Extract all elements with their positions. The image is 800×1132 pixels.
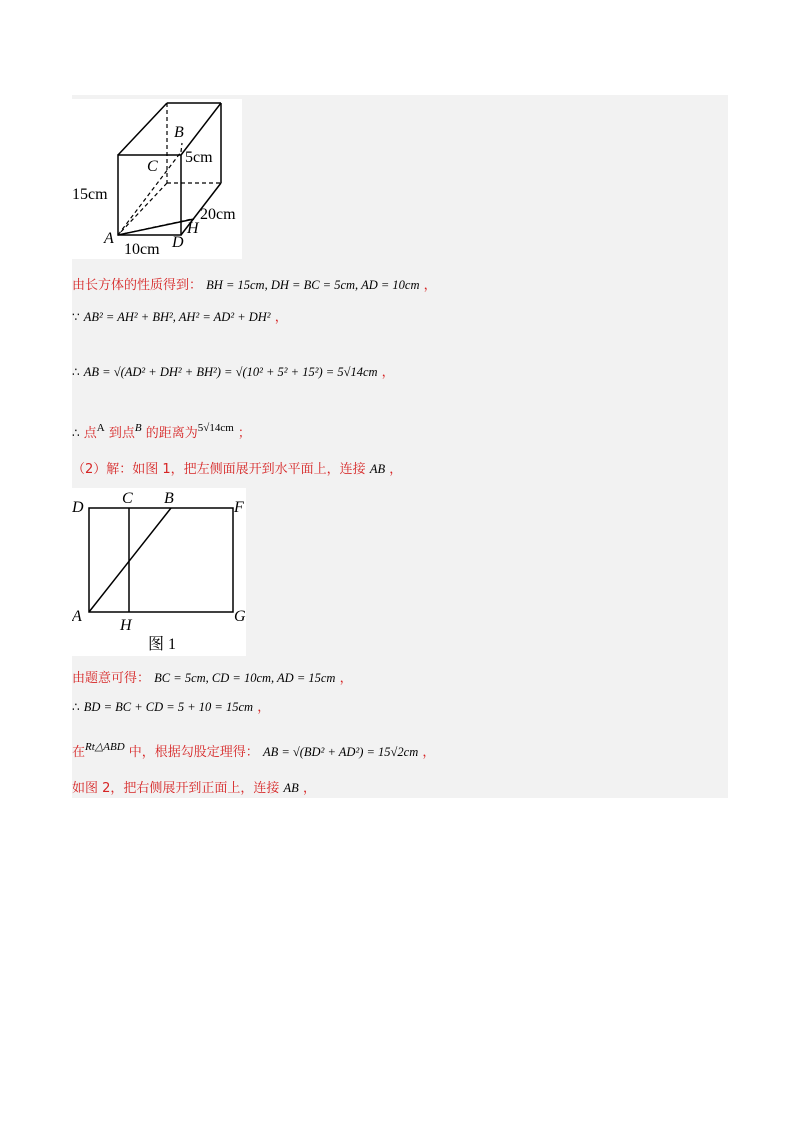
- text-pythagoras: 中，根据勾股定理得：: [128, 745, 259, 760]
- text-in: 在: [72, 745, 86, 760]
- text-part2: （2）解：如图 1，把左侧面展开到水平面上，连接: [72, 462, 366, 477]
- text-point: 点: [83, 426, 97, 441]
- text-prefix: 由题意可得：: [72, 671, 151, 686]
- line-bd: [72, 695, 270, 719]
- formula-ab: AB: [283, 781, 299, 795]
- line-therefore-ab: [72, 360, 395, 384]
- label-width-dim: 10cm: [124, 241, 160, 258]
- text-prefix: 由长方体的性质得到：: [72, 278, 203, 293]
- text-suffix: ，: [302, 781, 316, 796]
- cuboid-diagram: [72, 99, 242, 259]
- formula-ab-result: AB = √(BD² + AD²) = 15√2cm: [262, 745, 419, 759]
- label-H: H: [187, 220, 199, 237]
- label-D: D: [72, 499, 84, 516]
- text-suffix: ，: [381, 365, 395, 380]
- line-distance: [72, 416, 251, 440]
- formula-bd: BD = BC + CD = 5 + 10 = 15cm: [83, 700, 254, 714]
- formula-bh-dh-ad: BH = 15cm, DH = BC = 5cm, AD = 10cm: [206, 278, 420, 292]
- label-height-dim: 15cm: [72, 186, 108, 203]
- label-A: A: [104, 230, 114, 247]
- triangle-name: Rt△ABD: [85, 741, 125, 753]
- text-suffix: ，: [274, 310, 288, 325]
- formula-pythagoras: AB² = AH² + BH², AH² = AD² + DH²: [83, 310, 271, 324]
- formula-ab-value: AB = √(AD² + DH² + BH²) = √(10² + 5² + 15²) = 5√14cm: [83, 365, 378, 379]
- label-C: C: [147, 158, 158, 175]
- because-symbol: ∵: [72, 310, 80, 324]
- therefore-symbol: ∴: [72, 700, 80, 714]
- line-part2-intro: [72, 457, 402, 481]
- label-B: B: [164, 490, 174, 507]
- line-figure2-intro: [72, 776, 316, 800]
- text-suffix: ；: [237, 426, 251, 441]
- label-depth-dim: 20cm: [200, 206, 236, 223]
- text-to-point: 到点: [108, 426, 135, 441]
- figure-caption: 图 1: [148, 636, 177, 653]
- text-suffix: ，: [422, 745, 436, 760]
- text-suffix: ，: [389, 462, 403, 477]
- line-cuboid-property: [72, 273, 437, 297]
- label-D: D: [172, 234, 184, 251]
- text-distance: 的距离为: [145, 426, 198, 441]
- label-B: B: [174, 124, 184, 141]
- formula-bc-cd-ad: BC = 5cm, CD = 10cm, AD = 15cm: [154, 671, 336, 685]
- label-A: A: [72, 608, 82, 625]
- label-bc-dim: 5cm: [185, 149, 213, 166]
- text-suffix: ，: [339, 671, 353, 686]
- line-rt-triangle: [72, 735, 435, 759]
- label-G: G: [234, 608, 246, 625]
- therefore-symbol: ∴: [72, 365, 80, 379]
- text-suffix: ，: [257, 700, 271, 715]
- label-C: C: [122, 490, 133, 507]
- label-H: H: [120, 617, 132, 634]
- unfolded-diagram: [72, 488, 246, 656]
- formula-ab: AB: [369, 462, 386, 476]
- label-F: F: [234, 499, 244, 516]
- text-suffix: ，: [423, 278, 437, 293]
- point-a: A: [96, 422, 105, 434]
- line-given: [72, 666, 353, 690]
- distance-value: 5√14cm: [197, 422, 234, 434]
- point-b: B: [134, 422, 142, 434]
- unfolded-figure-1: [72, 488, 246, 656]
- line-because: [72, 305, 288, 329]
- therefore-symbol: ∴: [72, 426, 80, 440]
- cuboid-figure: [72, 99, 242, 259]
- text-figure2: 如图 2，把右侧展开到正面上，连接: [72, 781, 280, 796]
